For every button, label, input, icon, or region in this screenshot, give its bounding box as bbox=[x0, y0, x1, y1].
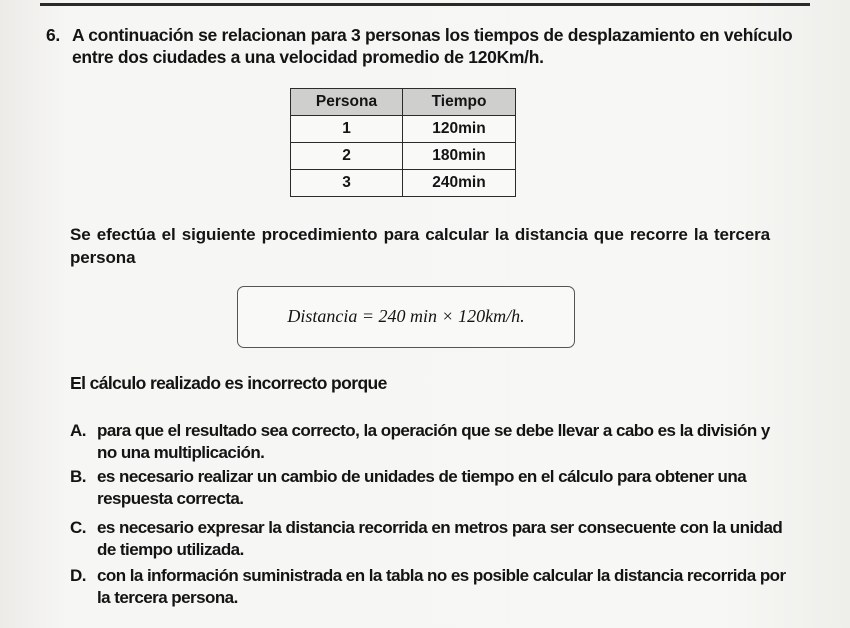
table-row bbox=[291, 170, 516, 197]
option-b[interactable] bbox=[70, 466, 790, 510]
question-number: 6. bbox=[46, 25, 60, 45]
option-d[interactable] bbox=[70, 565, 790, 609]
procedure-text: Se efectúa el siguiente procedimiento para calcular la distancia que recorre la tercera persona bbox=[70, 225, 770, 267]
option-letter: D. bbox=[70, 566, 86, 585]
option-letter: C. bbox=[70, 518, 86, 537]
cell-tiempo: 240min bbox=[403, 170, 516, 197]
option-text: para que el resultado sea correcto, la operación que se debe llevar a cabo es la división y no una multiplicación. bbox=[97, 421, 770, 462]
question-text: A continuación se relacionan para 3 personas los tiempos de desplazamiento en vehículo entre dos ciudades a una velocidad promedio de 120Km/h. bbox=[72, 25, 793, 67]
option-letter: A. bbox=[70, 421, 86, 440]
cell-persona: 1 bbox=[291, 116, 403, 143]
option-text: es necesario expresar la distancia recorrida en metros para ser consecuente con la unidad de tiempo utilizada. bbox=[97, 518, 783, 559]
option-c[interactable] bbox=[70, 517, 790, 561]
cell-tiempo: 120min bbox=[403, 116, 516, 143]
option-text: con la información suministrada en la tabla no es posible calcular la distancia recorrida por la tercera persona. bbox=[97, 566, 786, 607]
option-letter: B. bbox=[70, 467, 86, 486]
distance-formula: Distancia = 240 min × 120km/h. bbox=[287, 306, 525, 326]
option-text: es necesario realizar un cambio de unidades de tiempo en el cálculo para obtener una respuesta correcta. bbox=[97, 467, 747, 508]
formula-box bbox=[237, 286, 575, 348]
travel-times-table bbox=[290, 88, 516, 197]
cell-persona: 3 bbox=[291, 170, 403, 197]
question-stem: El cálculo realizado es incorrecto porque bbox=[70, 373, 387, 393]
cell-tiempo: 180min bbox=[403, 143, 516, 170]
cell-persona: 2 bbox=[291, 143, 403, 170]
table-header-row bbox=[291, 89, 516, 116]
option-a[interactable] bbox=[70, 420, 790, 464]
header-tiempo: Tiempo bbox=[403, 89, 516, 116]
table-row bbox=[291, 143, 516, 170]
table-row bbox=[291, 116, 516, 143]
top-divider bbox=[40, 3, 810, 6]
question-6 bbox=[46, 24, 806, 68]
header-persona: Persona bbox=[291, 89, 403, 116]
